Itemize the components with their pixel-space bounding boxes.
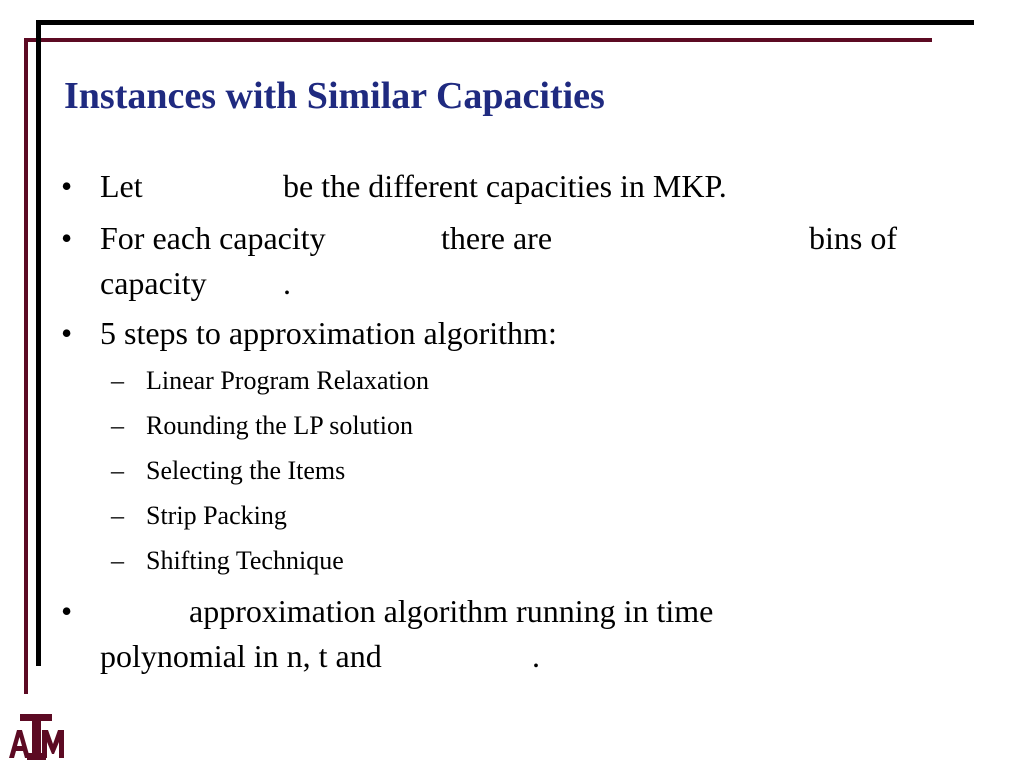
bullet-text: there are xyxy=(441,220,553,256)
slide-title: Instances with Similar Capacities xyxy=(64,75,605,117)
left-black-rule xyxy=(36,20,41,666)
bullet-marker: • xyxy=(61,168,73,204)
substep-marker: – xyxy=(111,546,124,575)
substep-text: Strip Packing xyxy=(146,501,287,530)
bullet-text: bins of xyxy=(809,220,897,256)
left-maroon-rule xyxy=(24,38,28,694)
bullet-result xyxy=(61,589,920,679)
substep-marker: – xyxy=(111,501,124,530)
bullet-text: . xyxy=(283,265,291,301)
atm-logo xyxy=(8,712,64,762)
substep-text: Linear Program Relaxation xyxy=(146,366,430,395)
bullet-text: 5 steps to approximation algorithm: xyxy=(100,315,557,351)
substep-text: Selecting the Items xyxy=(146,456,346,485)
bullet-marker: • xyxy=(61,593,73,629)
bullet-text: For each capacity xyxy=(100,220,326,256)
bullet-text: capacity xyxy=(100,265,207,301)
substep-text: Rounding the LP solution xyxy=(146,411,413,440)
substep-text: Shifting Technique xyxy=(146,546,344,575)
bullet-bins xyxy=(61,216,920,306)
substep-marker: – xyxy=(111,456,124,485)
bullet-marker: • xyxy=(61,315,73,351)
bullet-marker: • xyxy=(61,220,73,256)
top-black-rule xyxy=(40,20,974,25)
substep-marker: – xyxy=(111,366,124,395)
bullet-text: polynomial in n, t and xyxy=(100,638,382,674)
bullet-text: Let xyxy=(100,168,143,204)
bullet-text: . xyxy=(532,638,540,674)
substep-marker: – xyxy=(111,411,124,440)
bullet-text: be the different capacities in MKP. xyxy=(283,168,727,204)
top-maroon-rule xyxy=(24,38,932,42)
bullet-text: approximation algorithm running in time xyxy=(189,593,714,629)
